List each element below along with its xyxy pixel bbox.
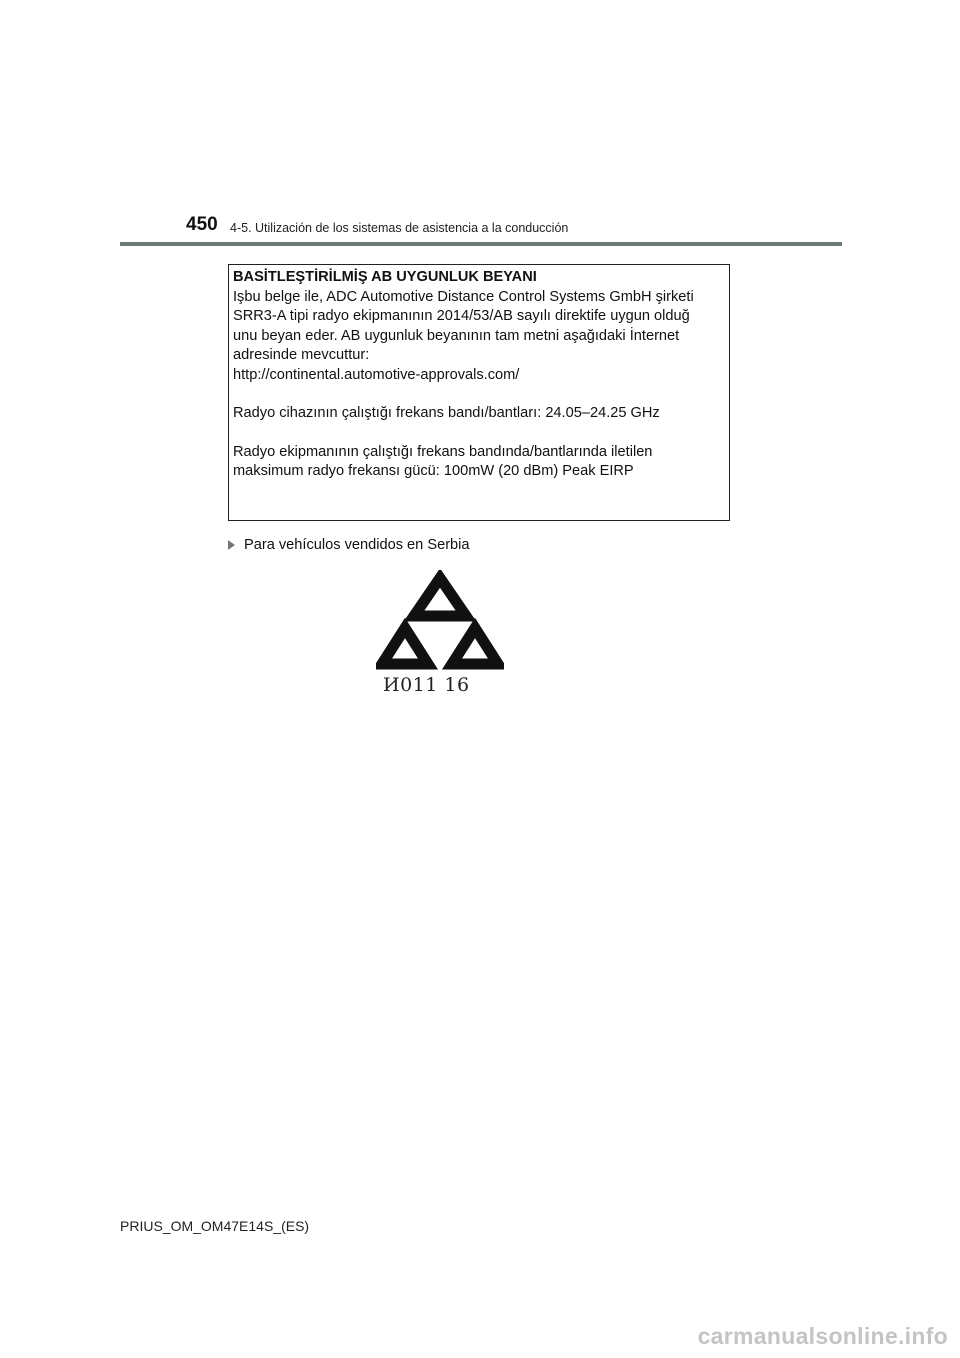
power-line: maksimum radyo frekansı gücü: 100mW (20 dBm) Peak EIRP — [233, 463, 634, 479]
approval-code: И011 16 — [383, 674, 470, 696]
spacer — [233, 385, 725, 404]
declaration-line: Işbu belge ile, ADC Automotive Distance Control Systems GmbH şirketi — [233, 288, 694, 305]
declaration-url: http://continental.automotive-approvals.com/ — [233, 366, 520, 383]
header-rule — [120, 242, 842, 246]
spacer — [233, 424, 725, 443]
declaration-line: adresinde mevcuttur: — [233, 347, 370, 363]
section-title: 4-5. Utilización de los sistemas de asistencia a la conducción — [230, 221, 569, 235]
serbia-approval-triangles-icon — [376, 570, 504, 672]
page-number: 450 — [186, 214, 218, 235]
declaration-title: BASİTLEŞTİRİLMİŞ AB UYGUNLUK BEYANI — [233, 269, 537, 285]
watermark: carmanualsonline.info — [697, 1323, 948, 1349]
document-code: PRIUS_OM_OM47E14S_(ES) — [120, 1218, 310, 1234]
declaration-box — [228, 264, 730, 521]
bullet-label: Para vehículos vendidos en Serbia — [244, 537, 470, 553]
power-line: Radyo ekipmanının çalıştığı frekans bandında/bantlarında iletilen — [233, 443, 653, 460]
bullet-item — [228, 537, 470, 553]
bullet-arrow-icon — [228, 540, 235, 550]
frequency-band-text: Radyo cihazının çalıştığı frekans bandı/bantları: 24.05–24.25 GHz — [233, 405, 660, 421]
declaration-line: unu beyan eder. AB uygunluk beyanının tam metni aşağıdaki İnternet — [233, 327, 680, 344]
declaration-line: SRR3-A tipi radyo ekipmanının 2014/53/AB sayılı direktife uygun olduğ — [233, 308, 690, 324]
